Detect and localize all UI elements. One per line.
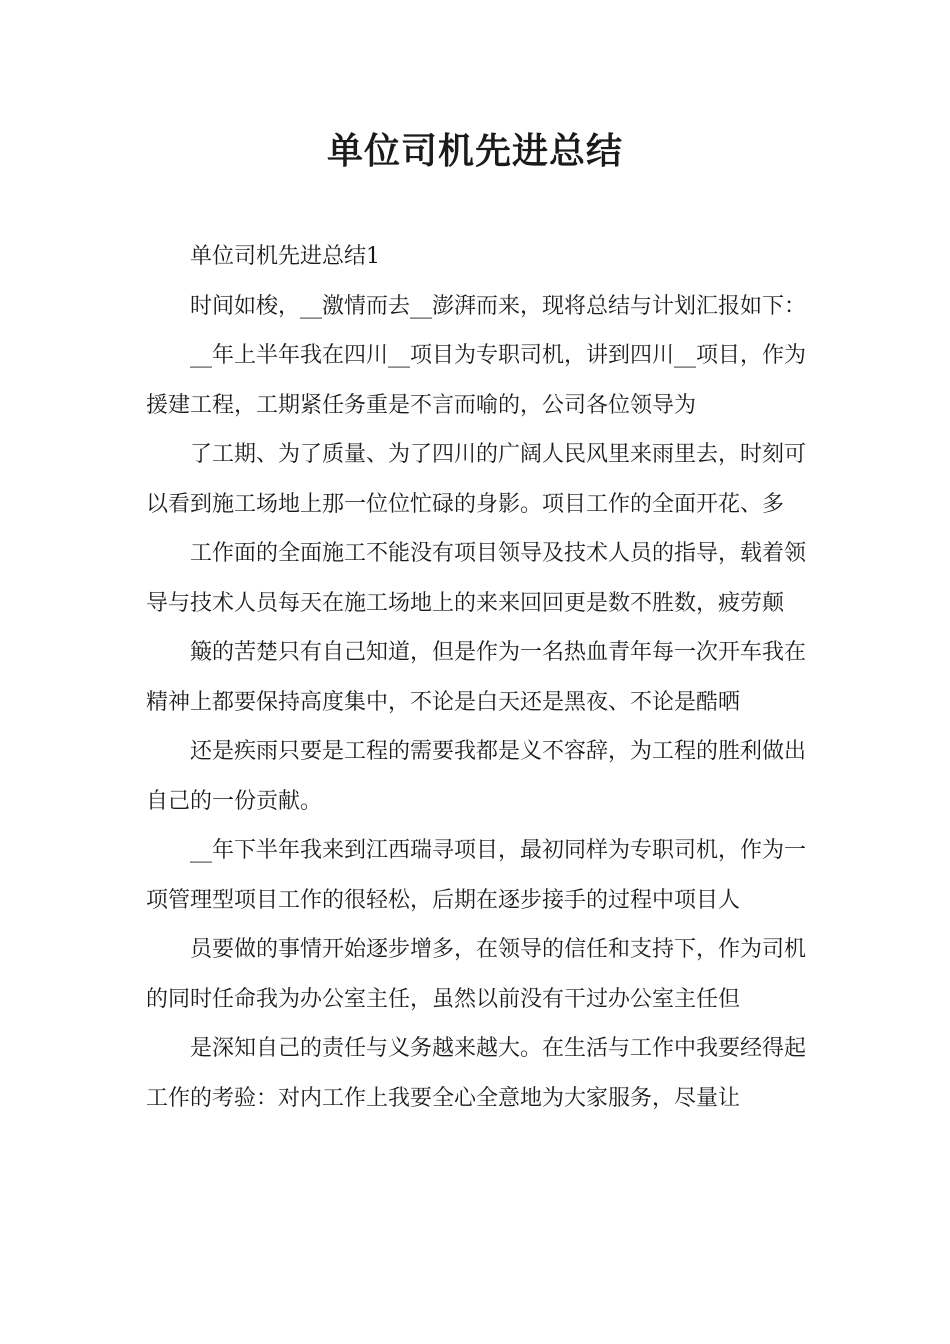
paragraph: __年上半年我在四川__项目为专职司机，讲到四川__项目，作为援建工程，工期紧任务重是不言而喻的，公司各位领导为	[146, 343, 807, 418]
paragraph: 工作面的全面施工不能没有项目领导及技术人员的指导，载着领导与技术人员每天在施工场地上的来来回回更是数不胜数，疲劳颠	[146, 541, 807, 616]
document-body	[146, 232, 806, 1123]
paragraph: 簸的苦楚只有自己知道，但是作为一名热血青年每一次开车我在精神上都要保持高度集中，不论是白天还是黑夜、不论是酷晒	[146, 640, 807, 715]
paragraph: 还是疾雨只要是工程的需要我都是义不容辞，为工程的胜利做出自己的一份贡献。	[146, 739, 807, 814]
paragraph: 单位司机先进总结1	[190, 244, 380, 269]
paragraph: 是深知自己的责任与义务越来越大。在生活与工作中我要经得起工作的考验：对内工作上我要全心全意地为大家服务，尽量让	[146, 1036, 807, 1111]
paragraph: 时间如梭，__激情而去__澎湃而来，现将总结与计划汇报如下：	[190, 293, 807, 319]
paragraph: 员要做的事情开始逐步增多，在领导的信任和支持下，作为司机的同时任命我为办公室主任，虽然以前没有干过办公室主任但	[146, 937, 807, 1012]
paragraph: __年下半年我来到江西瑞寻项目，最初同样为专职司机，作为一项管理型项目工作的很轻松，后期在逐步接手的过程中项目人	[146, 838, 807, 913]
document-title: 单位司机先进总结	[326, 131, 623, 172]
paragraph: 了工期、为了质量、为了四川的广阔人民风里来雨里去，时刻可以看到施工场地上那一位位忙碌的身影。项目工作的全面开花、多	[146, 442, 807, 517]
